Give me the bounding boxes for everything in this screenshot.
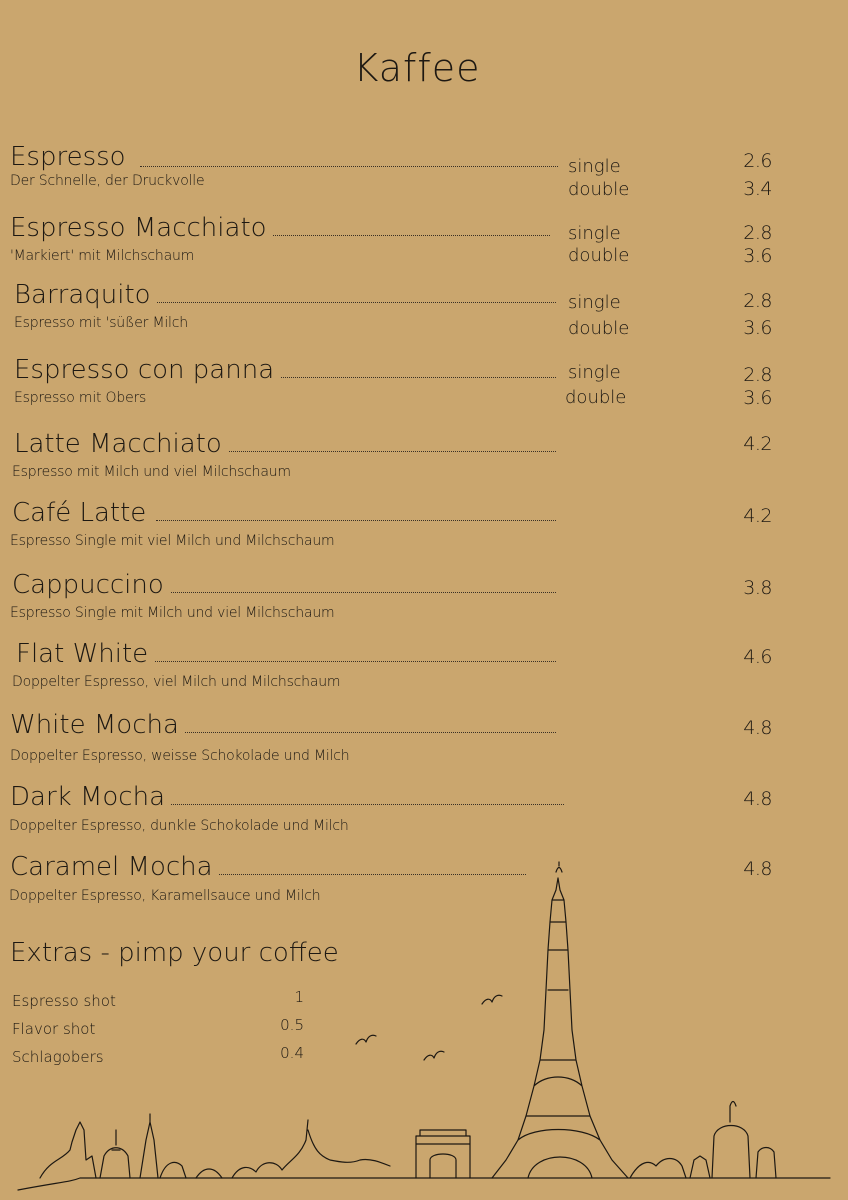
item-description: Doppelter Espresso, viel Milch und Milchschaum [12, 674, 341, 690]
menu-item [0, 782, 848, 852]
extra-name: Flavor shot [12, 1020, 96, 1038]
item-description: Doppelter Espresso, Karamellsauce und Milch [9, 888, 321, 904]
item-name: Barraquito [14, 280, 157, 310]
ground-line [18, 1178, 830, 1190]
item-name: Espresso Macchiato [10, 213, 273, 243]
menu-item [0, 142, 848, 212]
item-name: White Mocha [10, 710, 185, 740]
price-double: 3.4 [743, 178, 772, 200]
size-single-label: single [568, 362, 621, 383]
item-description: Espresso mit Milch und viel Milchschaum [12, 464, 291, 480]
item-price: 4.8 [743, 717, 772, 739]
extra-price: 1 [294, 988, 304, 1006]
item-name: Dark Mocha [10, 782, 171, 812]
menu-item [0, 429, 848, 499]
left-wavy-houses [232, 1120, 390, 1178]
extras-title: Extras - pimp your coffee [10, 938, 339, 968]
dotted-leader [204, 874, 526, 875]
dotted-leader [142, 661, 556, 662]
menu-item [0, 355, 848, 425]
item-name: Cappuccino [12, 570, 170, 600]
item-description: Espresso Single mit Milch und viel Milchschaum [10, 605, 335, 621]
item-description: Espresso mit 'süßer Milch [14, 315, 188, 331]
sacre-coeur-outline [712, 1102, 776, 1179]
item-price: 4.8 [743, 788, 772, 810]
right-houses [630, 1156, 710, 1178]
dotted-leader [220, 451, 556, 452]
menu-item [0, 498, 848, 568]
size-single-label: single [568, 292, 621, 313]
dotted-leader [140, 166, 558, 167]
item-description: Espresso mit Obers [14, 390, 147, 406]
menu-item [0, 280, 848, 350]
item-name: Espresso [10, 142, 132, 172]
dotted-leader [174, 732, 556, 733]
item-price: 4.6 [743, 646, 772, 668]
size-double-label: double [568, 318, 630, 339]
extra-price: 0.4 [280, 1044, 304, 1062]
price-single: 2.8 [743, 364, 772, 386]
item-description: Espresso Single mit viel Milch und Milchschaum [10, 533, 335, 549]
size-single-label: single [568, 156, 621, 177]
dotted-leader [162, 804, 564, 805]
price-single: 2.8 [743, 290, 772, 312]
price-single: 2.8 [743, 222, 772, 244]
item-description: Doppelter Espresso, dunkle Schokolade und Milch [9, 818, 349, 834]
price-single: 2.6 [743, 150, 772, 172]
price-double: 3.6 [743, 245, 772, 267]
item-name: Café Latte [12, 498, 152, 528]
size-single-label: single [568, 223, 621, 244]
dotted-leader [274, 377, 556, 378]
item-name: Caramel Mocha [10, 852, 219, 882]
left-dome-outline [100, 1130, 130, 1178]
item-description: 'Markiert' mit Milchschaum [10, 248, 195, 264]
paris-skyline-illustration [0, 860, 848, 1200]
eiffel-tower-outline [492, 878, 628, 1178]
dotted-leader [150, 302, 556, 303]
bird-1 [482, 995, 502, 1004]
left-rooftops [160, 1162, 222, 1178]
size-double-label: double [568, 179, 630, 200]
item-name: Flat White [16, 639, 154, 669]
item-price: 4.8 [743, 858, 772, 880]
extra-price: 0.5 [280, 1016, 304, 1034]
left-church-outline [40, 1122, 96, 1178]
eiffel-tower-base-arch [528, 1157, 592, 1178]
bird-2 [356, 1035, 376, 1044]
price-double: 3.6 [743, 387, 772, 409]
menu-item [0, 213, 848, 283]
price-double: 3.6 [743, 317, 772, 339]
size-double-label: double [568, 245, 630, 266]
item-description: Doppelter Espresso, weisse Schokolade und Milch [10, 748, 350, 764]
item-name: Espresso con panna [14, 355, 280, 385]
menu-item [0, 710, 848, 780]
extra-name: Espresso shot [12, 992, 116, 1010]
dotted-leader [156, 520, 556, 521]
menu-item [0, 639, 848, 709]
eiffel-tower-top [556, 862, 562, 872]
dotted-leader [162, 592, 556, 593]
bird-3 [424, 1051, 444, 1060]
menu-item [0, 570, 848, 640]
dotted-leader [258, 235, 550, 236]
extra-name: Schlagobers [12, 1048, 104, 1066]
item-price: 3.8 [743, 577, 772, 599]
left-spires [140, 1114, 158, 1178]
arch-outline [416, 1130, 470, 1178]
item-price: 4.2 [743, 505, 772, 527]
item-description: Der Schnelle, der Druckvolle [10, 173, 205, 189]
page-title: Kaffee [353, 46, 481, 90]
item-name: Latte Macchiato [14, 429, 228, 459]
item-price: 4.2 [743, 433, 772, 455]
size-double-label: double [565, 387, 627, 408]
